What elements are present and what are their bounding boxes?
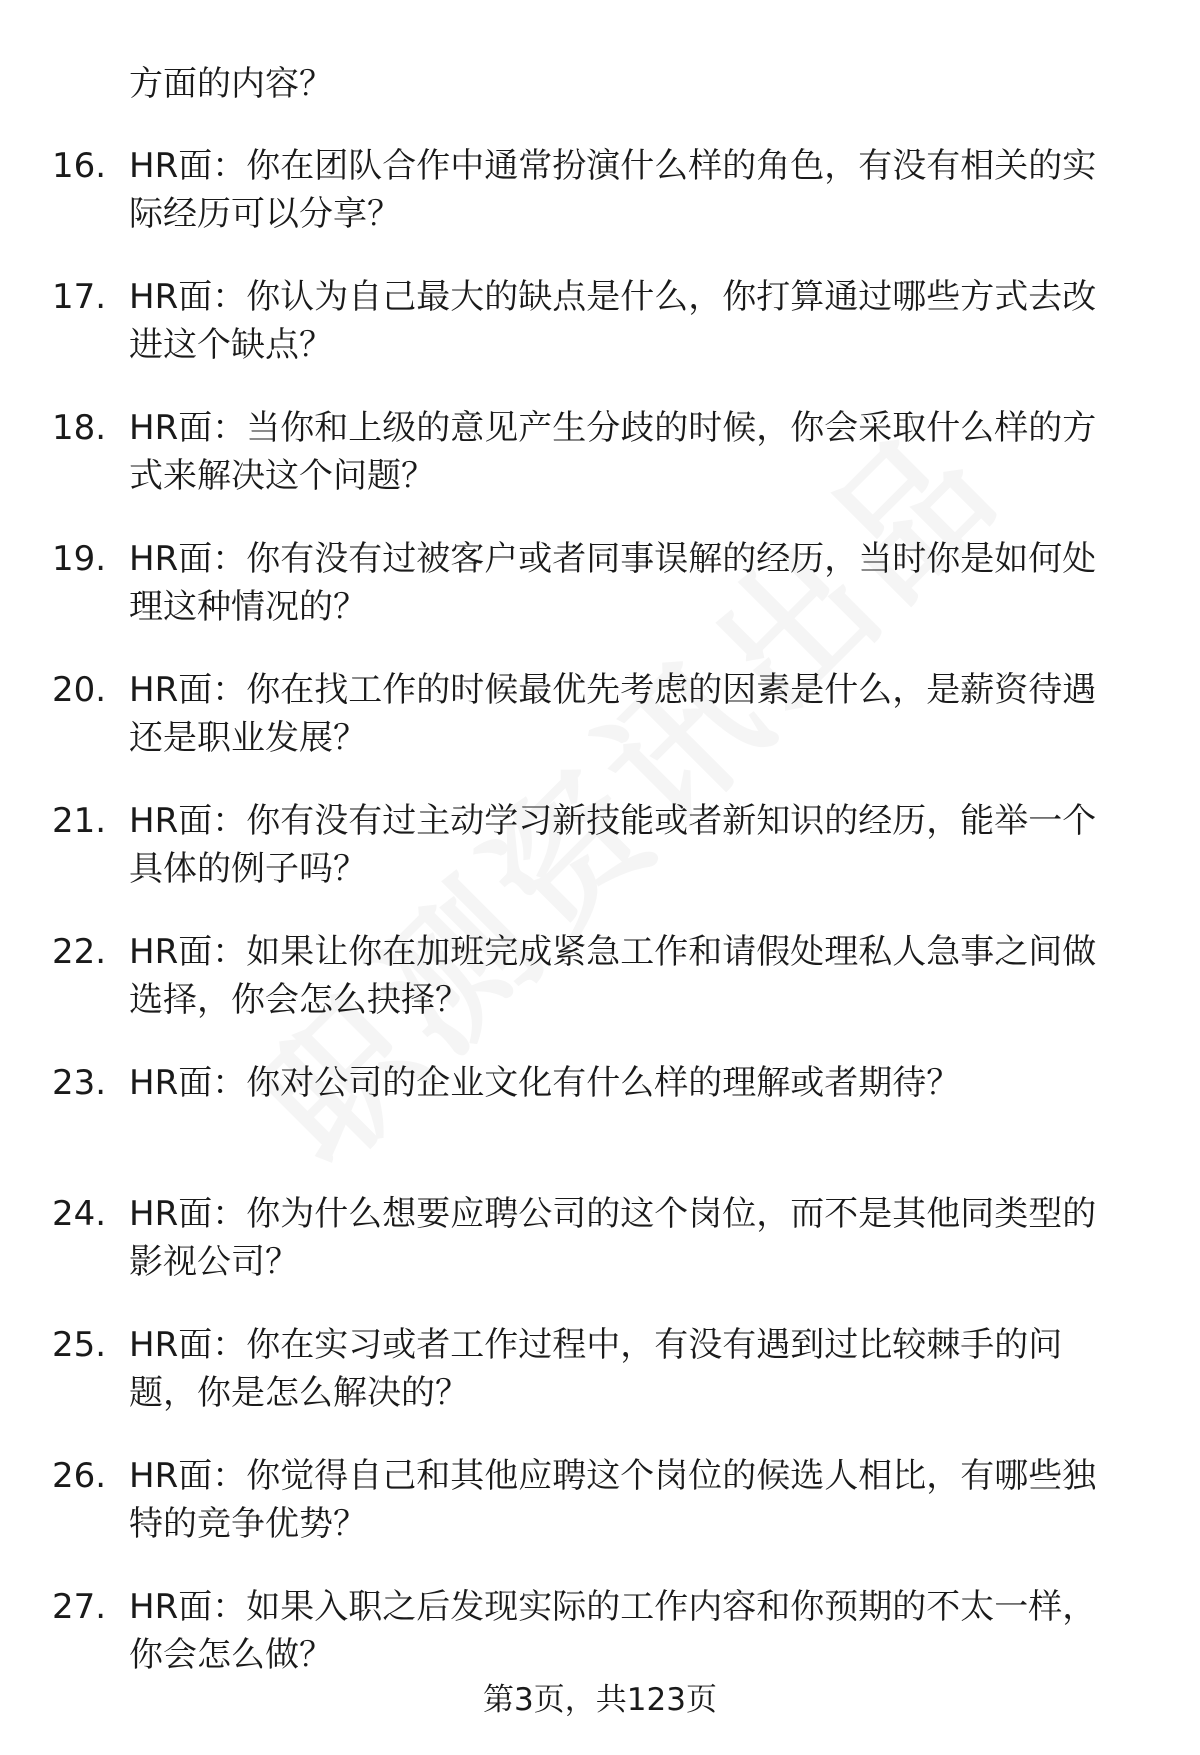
question-item: [0, 1452, 1200, 1583]
question-number: 25.: [52, 1325, 107, 1365]
question-number: 18.: [52, 408, 107, 448]
question-item: [0, 797, 1200, 928]
question-line: HR面：如果入职之后发现实际的工作内容和你预期的不太一样，: [129, 1587, 1097, 1627]
question-line: 题，你是怎么解决的？: [129, 1373, 469, 1413]
question-text: [129, 1583, 1159, 1679]
question-line: 式来解决这个问题？: [129, 456, 435, 496]
question-line: HR面：你对公司的企业文化有什么样的理解或者期待？: [129, 1063, 961, 1103]
question-item: [0, 1190, 1200, 1321]
question-text: [129, 1452, 1159, 1548]
question-line: HR面：你认为自己最大的缺点是什么，你打算通过哪些方式去改: [129, 277, 1097, 317]
question-line: HR面：如果让你在加班完成紧急工作和请假处理私人急事之间做: [129, 932, 1097, 972]
question-number: 26.: [52, 1456, 107, 1496]
question-text: [129, 1059, 1159, 1107]
question-text: [129, 142, 1159, 238]
question-number: 19.: [52, 539, 107, 579]
question-line: HR面：你觉得自己和其他应聘这个岗位的候选人相比，有哪些独: [129, 1456, 1097, 1496]
question-text: [129, 1321, 1159, 1417]
question-item: [0, 1321, 1200, 1452]
question-number: 27.: [52, 1587, 107, 1627]
question-item: [0, 142, 1200, 273]
question-line: HR面：你在团队合作中通常扮演什么样的角色，有没有相关的实: [129, 146, 1097, 186]
question-line: HR面：你为什么想要应聘公司的这个岗位，而不是其他同类型的: [129, 1194, 1097, 1234]
question-item: [0, 928, 1200, 1059]
question-line: HR面：你有没有过主动学习新技能或者新知识的经历，能举一个: [129, 801, 1097, 841]
question-number: 21.: [52, 801, 107, 841]
question-text: [129, 535, 1159, 631]
question-line: 影视公司？: [129, 1242, 299, 1282]
question-item: [0, 273, 1200, 404]
question-line: 选择，你会怎么抉择？: [129, 980, 469, 1020]
question-line: 理这种情况的？: [129, 587, 367, 627]
question-item: [0, 1059, 1200, 1190]
question-list: [0, 142, 1200, 1714]
question-line: HR面：你在找工作的时候最优先考虑的因素是什么，是薪资待遇: [129, 670, 1097, 710]
question-line: 具体的例子吗？: [129, 849, 367, 889]
question-number: 23.: [52, 1063, 107, 1103]
question-item: [0, 666, 1200, 797]
question-line: HR面：当你和上级的意见产生分歧的时候，你会采取什么样的方: [129, 408, 1097, 448]
question-text: [129, 404, 1159, 500]
question-number: 24.: [52, 1194, 107, 1234]
question-line: 特的竞争优势？: [129, 1504, 367, 1544]
question-text: [129, 797, 1159, 893]
question-text: [129, 1190, 1159, 1286]
question-line: 还是职业发展？: [129, 718, 367, 758]
question-number: 16.: [52, 146, 107, 186]
question-number: 22.: [52, 932, 107, 972]
question-number: 20.: [52, 670, 107, 710]
question-line: 进这个缺点？: [129, 325, 333, 365]
question-text: [129, 666, 1159, 762]
question-number: 17.: [52, 277, 107, 317]
question-text: [129, 928, 1159, 1024]
continuation-text: 方面的内容？: [129, 64, 333, 104]
question-line: 际经历可以分享？: [129, 194, 401, 234]
question-line: 你会怎么做？: [129, 1635, 333, 1675]
question-line: HR面：你在实习或者工作过程中，有没有遇到过比较棘手的问: [129, 1325, 1063, 1365]
question-line: HR面：你有没有过被客户或者同事误解的经历，当时你是如何处: [129, 539, 1097, 579]
question-text: [129, 273, 1159, 369]
page-footer: 第3页，共123页: [483, 1682, 717, 1718]
question-item: [0, 535, 1200, 666]
question-item: [0, 404, 1200, 535]
